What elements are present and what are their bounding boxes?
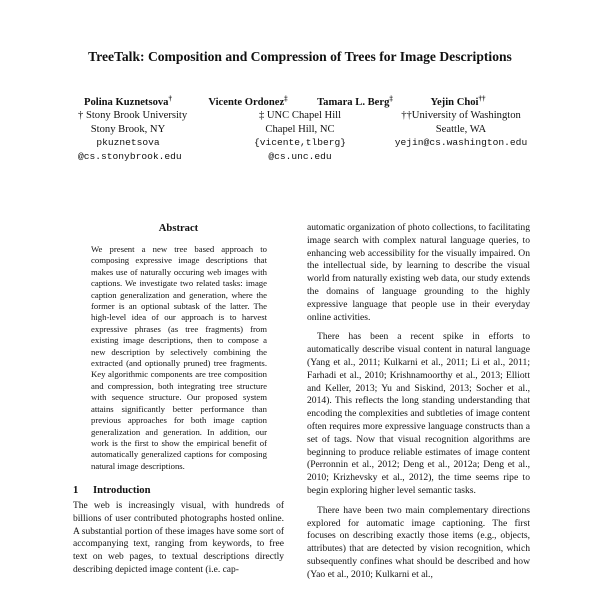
right-column bbox=[307, 222, 530, 582]
author-block bbox=[0, 96, 600, 168]
section-number: 1 bbox=[73, 485, 79, 497]
author-kuznetsova bbox=[78, 94, 188, 164]
left-column bbox=[73, 222, 284, 576]
author-affiliation: ‡ UNC Chapel Hill bbox=[258, 110, 342, 121]
author-email-domain: @cs.unc.edu bbox=[268, 151, 332, 162]
author-mark: †† bbox=[478, 94, 486, 103]
author-email: yejin@cs.washington.edu bbox=[394, 137, 528, 148]
body-paragraph: There have been two main complementary directions explored for automatic image captioning. The first focuses on describing exactly those items (e.g., objects, attributes) that are detected by vision recognition, which subsequently confines what should be described and how (Yao et al., 2010; Kulkarni et al., bbox=[307, 504, 530, 580]
author-name: Vicente Ordonez bbox=[208, 97, 285, 108]
paper-title: TreeTalk: Composition and Compression of Trees for Image Descriptions bbox=[88, 49, 512, 64]
author-choi bbox=[418, 96, 498, 109]
author-affiliation: † Stony Brook University bbox=[78, 110, 188, 121]
author-affiliation: ††University of Washington bbox=[401, 110, 521, 121]
author-city: Chapel Hill, NC bbox=[265, 123, 335, 135]
intro-paragraph: The web is increasingly visual, with hundreds of billions of user contributed photographs hosted online. A substantial portion of these images have some sort of accompanying text, ranging from keywords, to free text on web pages, to textual descriptions directly describing depicted image content (i.e. cap- bbox=[73, 501, 284, 575]
author-city: Seattle, WA bbox=[435, 123, 487, 135]
affiliation-unc bbox=[236, 109, 364, 164]
section-title: Introduction bbox=[93, 485, 151, 497]
author-mark: ‡ bbox=[389, 94, 393, 103]
author-city: Stony Brook, NY bbox=[90, 123, 166, 135]
abstract-text: We present a new tree based approach to composing expressive image descriptions that makes use of naturally occuring web images with captions. We investigate two related tasks: image caption generalization and generation, where the former is an optional subtask of the latter. The high-level idea of our approach is to harvest expressive phrases (as tree fragments) from existing image descriptions, then to compose a new description by selectively combining the extracted (and optionally pruned) tree fragments. Key algorithmic components are tree composition and compression, both integrating tree structure with sequence structure. Our proposed system attains significantly better performance than previous approaches for both image caption generalization and generation. In addition, our work is the first to show the empirical benefit of automatically generalized captions for composing natural image descriptions. bbox=[91, 244, 267, 471]
affiliation-uw bbox=[376, 109, 546, 150]
body-paragraph: automatic organization of photo collections, to facilitating image search with complex natural language queries, to enhancing web accessibility for the visually impaired. On the intellectual side, by learning to describe the visual world from naturally existing web data, our study extends the domains of language grounding to the highly expressive language that people use in their everyday online activities. bbox=[307, 222, 530, 323]
author-name: Polina Kuznetsova bbox=[84, 97, 169, 108]
author-name: Tamara L. Berg bbox=[317, 97, 390, 108]
section-heading bbox=[73, 484, 284, 498]
author-ordonez bbox=[200, 96, 296, 109]
author-berg bbox=[308, 96, 402, 109]
author-mark: ‡ bbox=[284, 94, 288, 103]
author-email: pkuznetsova bbox=[96, 137, 160, 148]
author-email: {vicente,tlberg} bbox=[253, 137, 347, 148]
author-name: Yejin Choi bbox=[430, 97, 479, 108]
body-paragraph: There has been a recent spike in efforts to automatically describe visual content in natural language (Yang et al., 2011; Kulkarni et al., 2011; Li et al., 2011; Farhadi et al., 2010; Krishnamoorthy et al., 2013; Elliott and Keller, 2013; Yu and Siskind, 2013; Socher et al., 2014). This reflects the long standing understanding that encoding the complexities and subtleties of image content often requires more expressive language constructs than a set of tags. Now that visual recognition algorithms are beginning to produce reliable estimates of image content (Perronnin et al., 2012; Deng et al., 2012a; Deng et al., 2010; Krizhevsky et al., 2012), the time seems ripe to begin exploring higher level semantic tasks. bbox=[307, 331, 530, 496]
author-email-domain: @cs.stonybrook.edu bbox=[78, 151, 182, 162]
author-mark: † bbox=[168, 94, 172, 103]
abstract-heading: Abstract bbox=[158, 223, 199, 234]
